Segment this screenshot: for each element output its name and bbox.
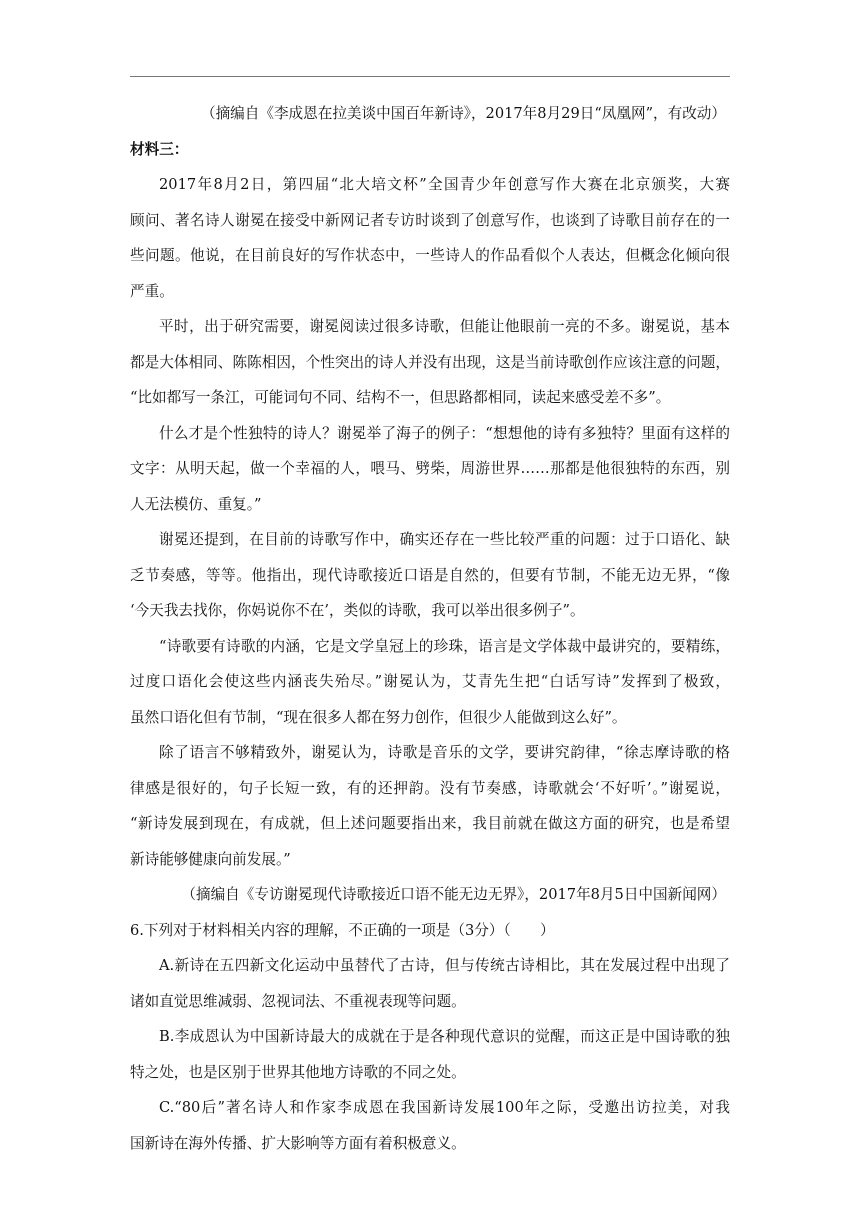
paragraph-line: 谢冕还提到，在目前的诗歌写作中，确实还存在一些比较严重的问题：过于口语化、缺	[159, 531, 730, 548]
paragraph-line: 律感是很好的，句子长短一致，有的还押韵。没有节奏感，诗歌就会‘不好听’。”谢冕说，	[130, 779, 730, 797]
question-stem: 6.下列对于材料相关内容的理解，不正确的一项是（3分）（ ）	[130, 921, 555, 939]
paragraph-line: 2017年8月2日，第四届“北大培文杯”全国青少年创意写作大赛在北京颁奖，大赛	[159, 176, 730, 193]
paragraph-line: 严重。	[130, 282, 174, 300]
paragraph-line: 顾问、著名诗人谢冕在接受中新网记者专访时谈到了创意写作，也谈到了诗歌目前存在的一	[130, 211, 730, 229]
paragraph-line: “比如都写一条江，可能词句不同、结构不一，但思路都相同，读起来感受差不多”。	[130, 389, 671, 406]
source-citation-2: （摘编自《专访谢冕现代诗歌接近口语不能无边无界》，2017年8月5日中国新闻网）	[181, 886, 726, 903]
paragraph-line: 都是大体相同、陈陈相因，个性突出的诗人并没有出现，这是当前诗歌创作应该注意的问题，	[130, 353, 730, 371]
material-heading: 材料三：	[130, 140, 189, 158]
paragraph-line: 乏节奏感，等等。他指出，现代诗歌接近口语是自然的，但要有节制，不能无边无界，“像	[130, 566, 730, 584]
option-line: 国新诗在海外传播、扩大影响等方面有着积极意义。	[130, 1134, 466, 1152]
paragraph-line: 过度口语化会使这些内涵丧失殆尽。”谢冕认为，艾青先生把“白话写诗”发挥到了极致，	[130, 673, 730, 690]
paragraph-line: 文字：从明天起，做一个幸福的人，喂马、劈柴，周游世界……那都是他很独特的东西，别	[130, 460, 730, 477]
source-citation-1: （摘编自《李成恩在拉美谈中国百年新诗》，2017年8月29日“凤凰网”，有改动）	[200, 105, 726, 122]
paragraph-line: 人无法模仿、重复。”	[130, 495, 262, 513]
option-a	[130, 948, 730, 1019]
option-line: C.“80后”著名诗人和作家李成恩在我国新诗发展100年之际，受邀出访拉美，对我	[159, 1099, 730, 1116]
paragraph-1	[130, 167, 730, 309]
option-line: B.李成恩认为中国新诗最大的成就在于是各种现代意识的觉醒，而这正是中国诗歌的独	[159, 1028, 730, 1045]
paragraph-line: “新诗发展到现在，有成就，但上述问题要指出来，我目前就在做这方面的研究，也是希望	[130, 815, 730, 832]
header-rule	[130, 76, 730, 77]
paragraph-4	[130, 522, 730, 629]
paragraph-2	[130, 309, 730, 416]
paragraph-line: ‘今天我去找你，你妈说你不在’，类似的诗歌，我可以举出很多例子”。	[130, 602, 585, 619]
paragraph-3	[130, 416, 730, 523]
option-line: A.新诗在五四新文化运动中虽替代了古诗，但与传统古诗相比，其在发展过程中出现了	[159, 957, 730, 974]
option-c	[130, 1090, 730, 1161]
paragraph-line: “诗歌要有诗歌的内涵，它是文学皇冠上的珍珠，语言是文学体裁中最讲究的，要精练，	[159, 637, 730, 655]
option-line: 特之处，也是区别于世界其他地方诗歌的不同之处。	[130, 1063, 466, 1081]
paragraph-line: 平时，出于研究需要，谢冕阅读过很多诗歌，但能让他眼前一亮的不多。谢冕说，基本	[159, 318, 730, 335]
paragraph-line: 新诗能够健康向前发展。”	[130, 850, 291, 868]
option-line: 诸如直觉思维减弱、忽视词法、不重视表现等问题。	[130, 992, 466, 1010]
paragraph-line: 除了语言不够精致外，谢冕认为，诗歌是音乐的文学，要讲究韵律，“徐志摩诗歌的格	[159, 744, 730, 761]
question-6	[130, 913, 730, 1162]
paragraph-line: 虽然口语化但有节制，“现在很多人都在努力创作，但很少人能做到这么好”。	[130, 708, 627, 726]
document-body	[130, 96, 730, 1161]
paragraph-6	[130, 735, 730, 877]
paragraph-line: 些问题。他说，在目前良好的写作状态中，一些诗人的作品看似个人表达，但概念化倾向很	[130, 247, 730, 264]
option-b	[130, 1019, 730, 1090]
paragraph-line: 什么才是个性独特的诗人？谢冕举了海子的例子：“想想他的诗有多独特？里面有这样的	[159, 424, 730, 442]
paragraph-5	[130, 629, 730, 736]
